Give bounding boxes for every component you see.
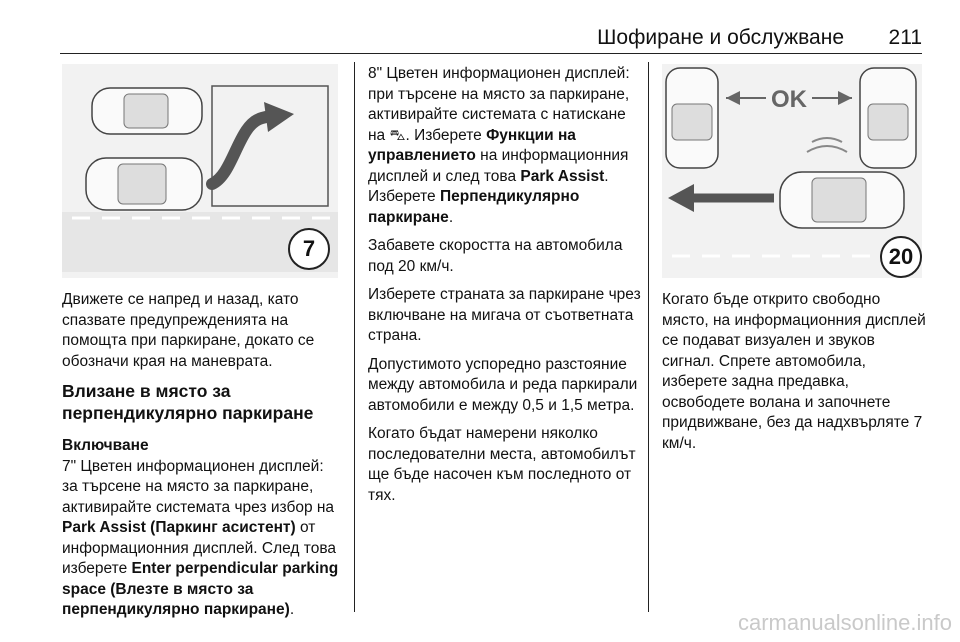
parked-car-icon	[860, 68, 916, 168]
display-8-paragraph	[368, 64, 642, 228]
parked-car-icon	[666, 68, 718, 168]
text-run: . Изберете	[405, 126, 487, 144]
figure-number-badge: 20	[880, 236, 922, 278]
illustration-space-found	[662, 64, 922, 278]
section-heading: Влизане в място за перпендикулярно паркиране	[62, 381, 314, 423]
text-run: .	[448, 208, 454, 226]
column-left	[62, 290, 342, 629]
column-divider	[354, 62, 355, 612]
parked-car-icon	[92, 88, 202, 134]
page-number: 211	[888, 26, 922, 49]
moving-car-icon	[86, 158, 202, 210]
column-divider	[648, 62, 649, 612]
display-7-paragraph	[62, 457, 342, 621]
distance-paragraph: Допустимото успоредно разстояние между автомобила и реда паркирали автомобили е между 0,5 и 1,5 метра.	[368, 355, 638, 414]
text-run: 8" Цветен информационен дисплей: при търсене на място за паркиране, активирайте системата с натискане на	[368, 65, 630, 144]
text-run: . Изберете	[368, 167, 609, 205]
menu-item-enter-perpendicular: Enter perpendicular parking space (Влезте в място за перпендикулярно паркиране)	[62, 560, 339, 618]
chapter-title: Шофиране и обслужване	[597, 26, 844, 49]
header-rule	[60, 53, 922, 54]
ok-label: OK	[771, 86, 807, 113]
column-right	[662, 290, 928, 462]
menu-item-control-functions: Функции на управлението	[368, 126, 576, 164]
column-middle	[368, 64, 642, 514]
menu-item-perpendicular-parking: Перпендикулярно паркиране	[368, 188, 580, 226]
subheading-activation: Включване	[62, 437, 149, 454]
text-run: от информационния дисплей. След това изберете	[62, 519, 336, 577]
speed-paragraph: Забавете скоростта на автомобила под 20 км/ч.	[368, 237, 623, 275]
page-header	[60, 0, 922, 50]
illustration-perpendicular-approach	[62, 64, 338, 278]
multiple-spaces-paragraph: Когато бъдат намерени няколко последователни места, автомобилът ще бъде насочен към последното от тях.	[368, 425, 636, 504]
menu-item-park-assist: Park Assist (Паркинг асистент)	[62, 519, 296, 536]
figure-number-badge: 7	[288, 228, 330, 270]
side-paragraph: Изберете страната за паркиране чрез включване на мигача от съответната страна.	[368, 286, 641, 344]
text-run: 7" Цветен информационен дисплей: за търсене на място за паркиране, активирайте системата чрез избор на	[62, 457, 335, 516]
moving-car-icon	[780, 172, 904, 228]
text-run: .	[289, 601, 295, 618]
menu-item-park-assist: Park Assist	[520, 167, 605, 185]
watermark: carmanualsonline.info	[737, 610, 952, 635]
car-settings-icon: ⛍	[389, 126, 406, 144]
space-found-paragraph: Когато бъде открито свободно място, на информационния дисплей се подават визуален и звуков сигнал. Спрете автомобила, изберете задна предавка, освободете волана и започнете придвижване, без да надхвърляте 7 км/ч.	[662, 291, 926, 452]
intro-paragraph: Движете се напред и назад, като спазвате предупрежденията на помощта при паркиране, докато се обозначи края на маневрата.	[62, 291, 315, 370]
text-run: на информационния дисплей и след това	[368, 147, 629, 185]
